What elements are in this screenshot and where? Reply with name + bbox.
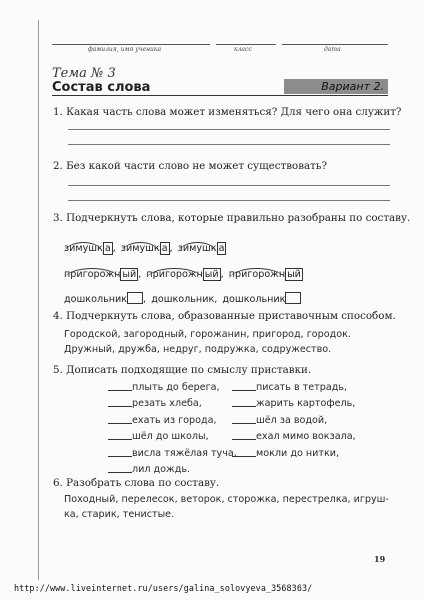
name-field-line bbox=[52, 44, 210, 45]
blank-phrase: резать хлеба, bbox=[108, 397, 202, 409]
task-5-question: 5. Дописать подходящие по смыслу приставки. bbox=[53, 364, 312, 376]
task-6-words-line-1: Походный, перелесок, веторок, сторожка, перестрелка, игруш- bbox=[64, 494, 389, 505]
parsed-word: дошкольник bbox=[64, 294, 143, 305]
blank-phrase: писать в тетрадь, bbox=[232, 381, 347, 393]
parsed-word: зимушк а bbox=[120, 243, 168, 254]
blank-phrase: шёл за водой, bbox=[232, 414, 327, 426]
name-field-label: фамилия, имя ученика bbox=[88, 46, 162, 53]
parsed-word: зимушк а bbox=[177, 243, 225, 254]
task-4-question: 4. Подчеркнуть слова, образованные приставочным способом. bbox=[53, 310, 396, 322]
blank-phrase: шёл до школы, bbox=[108, 430, 209, 442]
answer-line bbox=[68, 144, 390, 145]
answer-line bbox=[68, 200, 390, 201]
footer-url[interactable]: http://www.liveinternet.ru/users/galina_solovyeva_3568363/ bbox=[14, 583, 313, 593]
parsed-word: пригорожн ый bbox=[64, 269, 137, 280]
parsed-word: зимушк а bbox=[64, 243, 111, 254]
blank-phrase: жарить картофель, bbox=[232, 397, 355, 409]
theme-number: Тема № 3 bbox=[52, 66, 116, 81]
task-2-question: 2. Без какой части слово не может существовать? bbox=[53, 160, 327, 172]
parsed-word: дошкольник bbox=[222, 294, 301, 305]
blank-phrase: висла тяжёлая туча, bbox=[108, 447, 237, 459]
blank-phrase: ехать из города, bbox=[108, 414, 217, 426]
task-3-row-1: зимушк а , зимушк а , зимушк а bbox=[64, 243, 225, 254]
parsed-word: пригорожн ый bbox=[146, 269, 219, 280]
answer-line bbox=[68, 185, 390, 186]
margin-line bbox=[38, 20, 39, 580]
variant-badge: Вариант 2. bbox=[284, 79, 388, 94]
date-field-line bbox=[282, 44, 388, 45]
blank-phrase: лил дождь. bbox=[108, 463, 190, 475]
answer-line bbox=[68, 129, 390, 130]
task-6-words-line-2: ка, старик, тенистые. bbox=[64, 509, 175, 520]
date-field-label: дата bbox=[324, 46, 341, 53]
parsed-word: дошкольник bbox=[151, 294, 215, 305]
class-field-label: класс bbox=[234, 46, 252, 53]
task-3-row-3: дошкольник , дошкольник, дошкольник bbox=[64, 287, 301, 306]
task-6-question: 6. Разобрать слова по составу. bbox=[53, 477, 220, 489]
task-1-question: 1. Какая часть слова может изменяться? Для чего она служит? bbox=[53, 106, 402, 118]
blank-phrase: ехал мимо вокзала, bbox=[232, 430, 356, 442]
theme-title: Состав слова bbox=[52, 80, 151, 95]
task-3-row-2: пригорожн ый , пригорожн ый , пригорожн ый bbox=[64, 269, 301, 280]
blank-phrase: плыть до берега, bbox=[108, 381, 220, 393]
title-rule bbox=[52, 95, 388, 96]
task-3-question: 3. Подчеркнуть слова, которые правильно разобраны по составу. bbox=[53, 212, 411, 224]
task-4-words-line-2: Дружный, дружба, недруг, подружка, содружество. bbox=[64, 344, 332, 355]
parsed-word: пригорожн ый bbox=[228, 269, 301, 280]
page-number: 19 bbox=[374, 554, 386, 564]
task-4-words-line-1: Городской, загородный, горожанин, пригород, городок. bbox=[64, 329, 351, 340]
blank-phrase: мокли до нитки, bbox=[232, 447, 339, 459]
class-field-line bbox=[216, 44, 276, 45]
